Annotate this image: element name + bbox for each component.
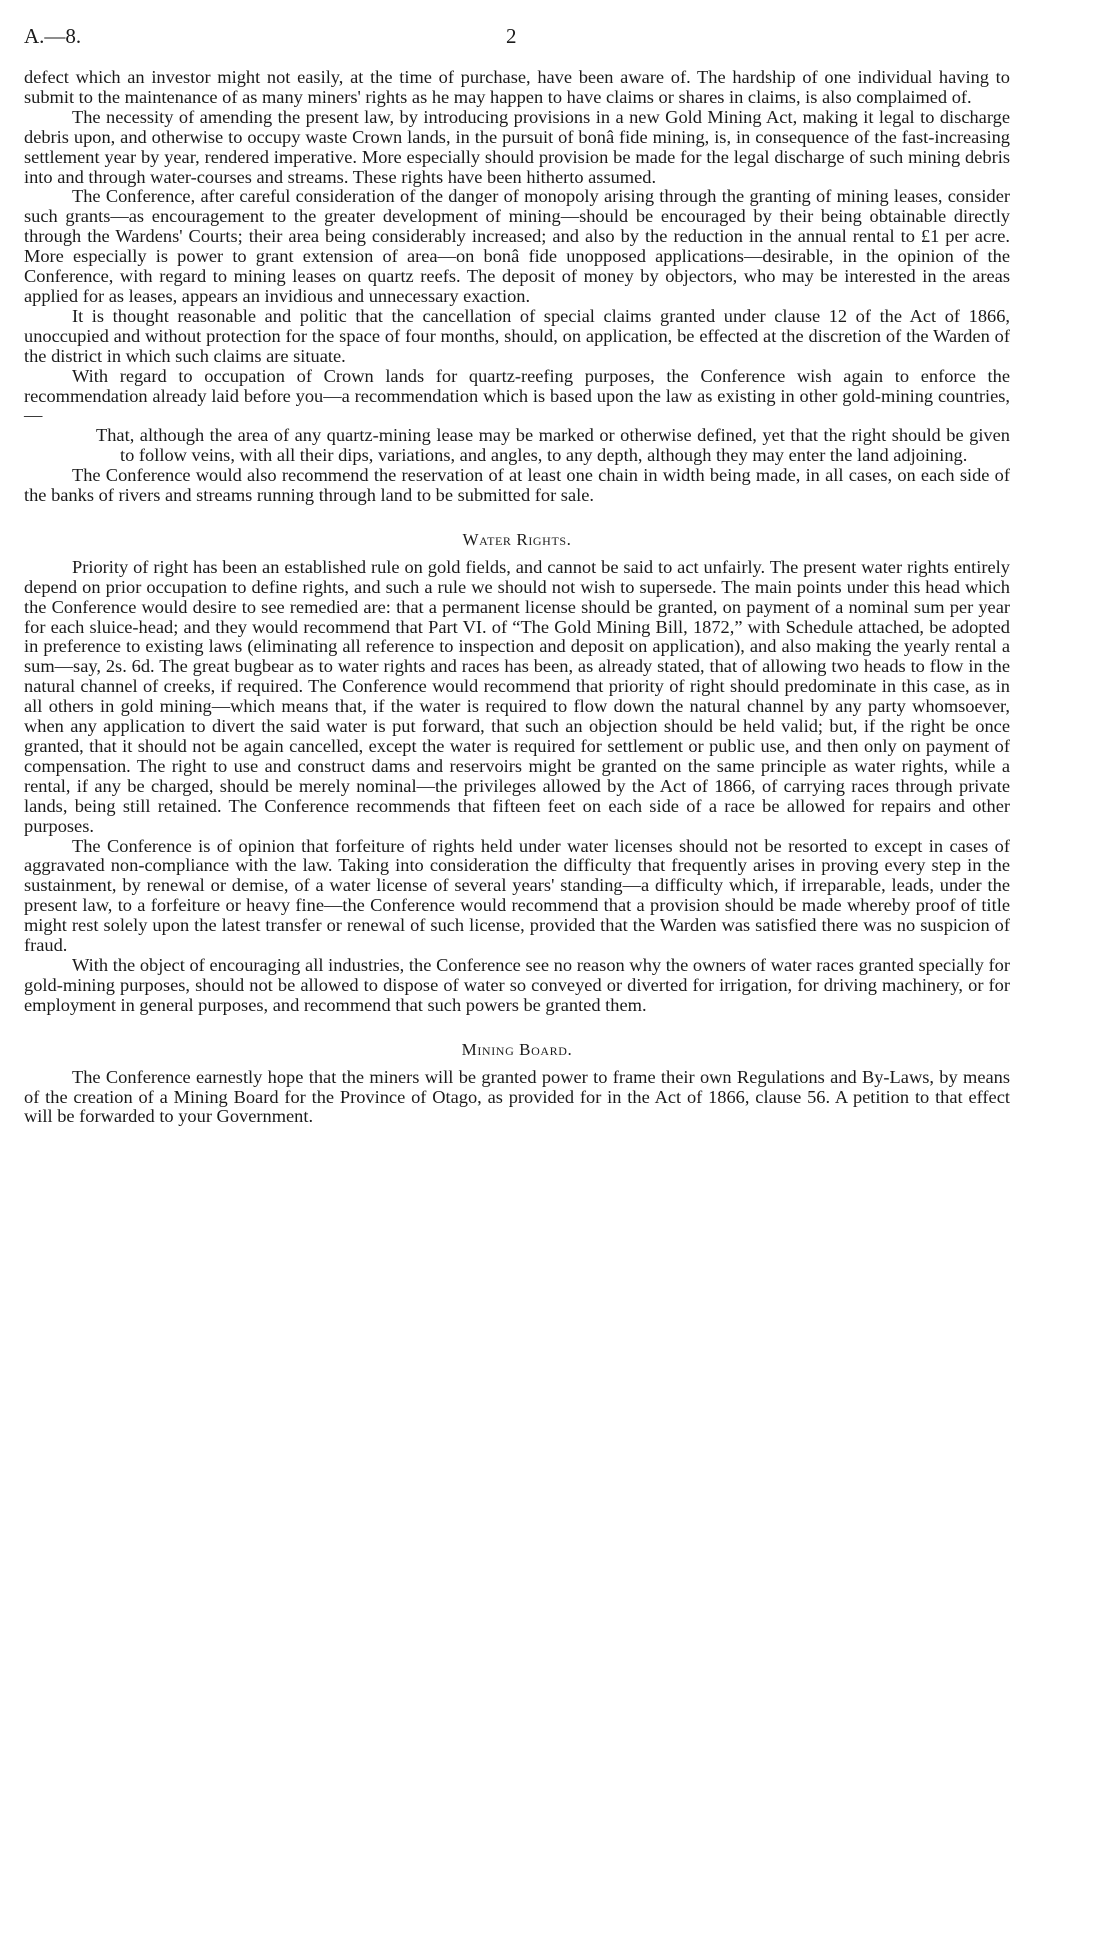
paragraph: The Conference is of opinion that forfeiture of rights held under water licenses should not be resorted to except in cases of aggravated non-compliance with the law. Taking into consideration the difficulty that frequently arises in proving every step in the sustainment, by renewal or demise, of a water license of several years' standing—a difficulty which, if irreparable, leads, under the present law, to a forfeiture or heavy fine—the Conference would recommend that a provision should be made whereby proof of title might rest solely upon the latest transfer or renewal of such license, provided that the Warden was satisfied there was no suspicion of fraud. (24, 835, 1010, 956)
paragraph: The Conference, after careful consideration of the danger of monopoly arising through the granting of mining leases, consider such grants—as encouragement to the greater development of mining—should be encouraged by their being obtainable directly through the Wardens' Courts; their area being considerably increased; and also by the reduction in the annual rental to £1 per acre. More especially is power to grant extension of area—on bonâ fide unopposed applications—desirable, in the opinion of the Conference, with regard to mining leases on quartz reefs. The deposit of money by objectors, who may be interested in the areas applied for as leases, appears an invidious and unnecessary exaction. (24, 186, 1010, 306)
page-number: 2 (506, 24, 517, 48)
paragraph: It is thought reasonable and politic that the cancellation of special claims granted under clause 12 of the Act of 1866, unoccupied and without protection for the space of four months, should, on application, be effected at the discretion of the Warden of the district in which such claims are situate. (24, 305, 1010, 366)
paragraph: With the object of encouraging all industries, the Conference see no reason why the owners of water races granted specially for gold-mining purposes, should not be allowed to dispose of water so conveyed or diverted for irrigation, for driving machinery, or for employment in general purposes, and recommend that such powers be granted them. (24, 954, 1010, 1015)
paragraph: With regard to occupation of Crown lands for quartz-reefing purposes, the Conference wish again to enforce the recommendation already laid before you—a recommendation which is based upon the law as existing in other gold-mining countries,— (24, 365, 1010, 426)
paragraph: The necessity of amending the present law, by introducing provisions in a new Gold Mining Act, making it legal to discharge debris upon, and otherwise to occupy waste Crown lands, in the pursuit of bonâ fide mining, is, in consequence of the fast-increasing settlement year by year, rendered imperative. More especially should provision be made for the legal discharge of such mining debris into and through water-courses and streams. These rights have been hitherto assumed. (24, 106, 1010, 187)
document-body (24, 68, 1010, 1127)
paragraph: The Conference earnestly hope that the miners will be granted power to frame their own Regulations and By-Laws, by means of the creation of a Mining Board for the Province of Otago, as provided for in the Act of 1866, clause 56. A petition to that effect will be forwarded to your Government. (24, 1066, 1010, 1127)
paragraph: Priority of right has been an established rule on gold fields, and cannot be said to act unfairly. The present water rights entirely depend on prior occupation to define rights, and such a rule we should not wish to supersede. The main points under this head which the Conference would desire to see remedied are: that a permanent license should be granted, on payment of a nominal sum per year for each sluice-head; and they would recommend that Part VI. of “The Gold Mining Bill, 1872,” with Schedule attached, be adopted in preference to existing laws (eliminating all reference to inspection and deposit on application), and also making the yearly rental a sum—say, 2s. 6d. The great bugbear as to water rights and races has been, as already stated, that of allowing two heads to flow in the natural channel of creeks, if required. The Conference would recommend that priority of right should predominate in this case, as in all others in gold mining—which means that, if the water is required to flow down the natural channel by any party whomsoever, when any application to divert the said water is put forward, that such an objection should be held valid; but, if the right be once granted, that it should not be again cancelled, except the water is required for settlement or public use, and then only on payment of compensation. The right to use and construct dams and reservoirs might be granted on the same principle as water rights, while a rental, if any be charged, should be merely nominal—the privileges allowed by the Act of 1866, of carrying races through private lands, being still retained. The Conference recommends that fifteen feet on each side of a race be allowed for repairs and other purposes. (24, 556, 1010, 836)
section-heading-water-rights: Water Rights. (462, 529, 572, 549)
block-quote: That, although the area of any quartz-mining lease may be marked or otherwise defined, yet that the right should be given to follow veins, with all their dips, variations, and angles, to any depth, although they may enter the land adjoining. (96, 425, 1010, 466)
paragraph: defect which an investor might not easily, at the time of purchase, have been aware of. The hardship of one individual having to submit to the maintenance of as many miners' rights as he may happen to have claims or shares in claims, is also complaimed of. (24, 67, 1010, 107)
section-heading-mining-board: Mining Board. (461, 1039, 573, 1059)
page-header (24, 24, 1010, 54)
paragraph: The Conference would also recommend the reservation of at least one chain in width being made, in all cases, on each side of the banks of rivers and streams running through land to be submitted for sale. (24, 465, 1010, 506)
document-reference: A.—8. (24, 24, 82, 48)
document-page (24, 24, 1010, 1127)
